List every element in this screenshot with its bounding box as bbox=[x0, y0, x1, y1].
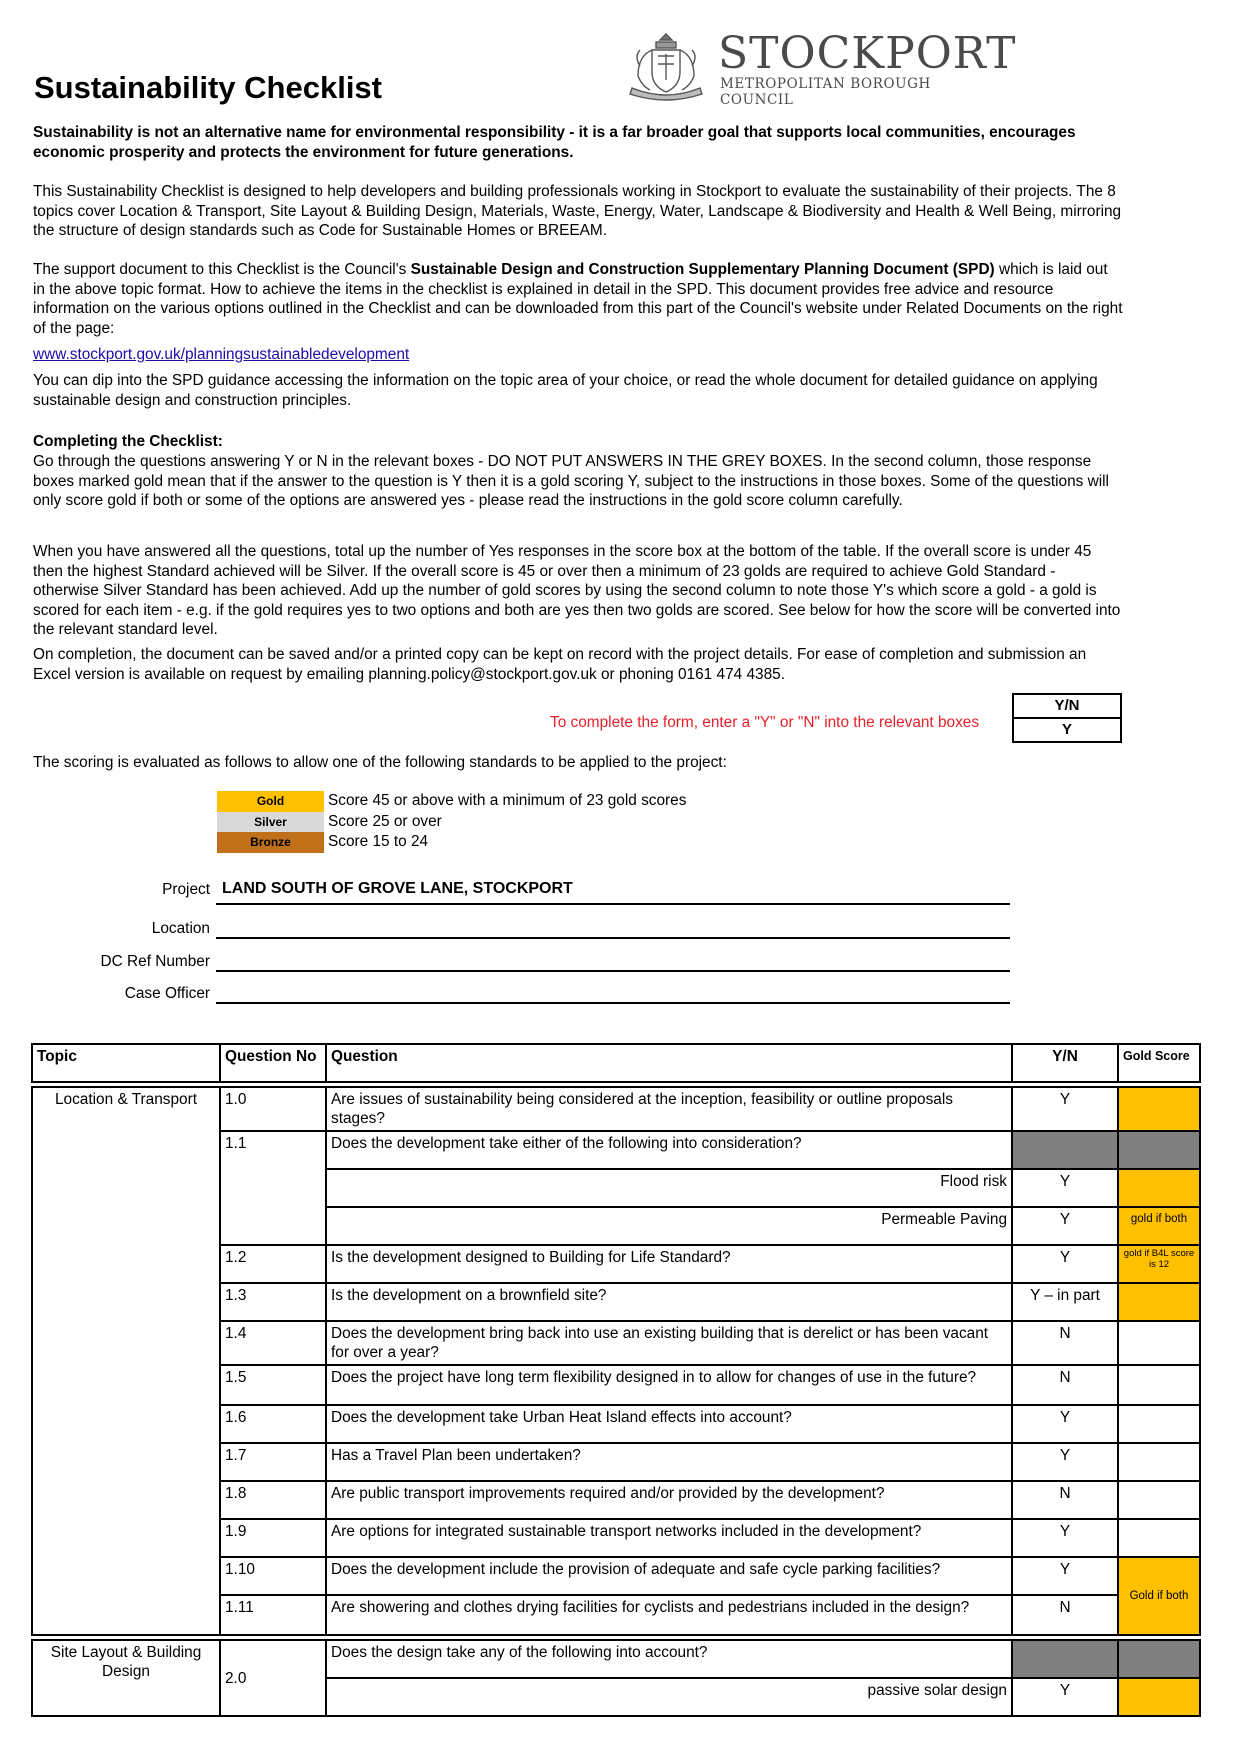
gold-score-cell[interactable] bbox=[1118, 1283, 1200, 1321]
checklist-table bbox=[31, 1043, 1201, 1717]
logo-wordmark: STOCKPORT bbox=[718, 28, 1017, 79]
gold-score-cell[interactable] bbox=[1118, 1365, 1200, 1405]
question-no: 1.11 bbox=[220, 1595, 326, 1635]
header-yn: Y/N bbox=[1012, 1044, 1118, 1082]
table-header-row bbox=[32, 1044, 1200, 1082]
logo-subtitle: METROPOLITAN BOROUGH COUNCIL bbox=[720, 76, 931, 108]
page-title: Sustainability Checklist bbox=[34, 70, 382, 105]
gold-score-note[interactable]: Gold if both bbox=[1118, 1557, 1200, 1635]
dc-ref-field[interactable] bbox=[216, 969, 1010, 972]
silver-desc: Score 25 or over bbox=[328, 812, 442, 830]
topic-location-transport: Location & Transport bbox=[32, 1087, 220, 1635]
council-logo bbox=[622, 26, 1017, 108]
yn-answer[interactable]: N bbox=[1012, 1365, 1118, 1405]
project-label: Project bbox=[162, 881, 210, 898]
yn-grey-cell bbox=[1012, 1131, 1118, 1169]
question-text: Has a Travel Plan been undertaken? bbox=[326, 1443, 1012, 1481]
location-field[interactable] bbox=[216, 936, 1010, 939]
gold-grey-cell bbox=[1118, 1640, 1200, 1678]
yn-answer[interactable]: Y bbox=[1012, 1245, 1118, 1283]
gold-score-cell[interactable] bbox=[1118, 1678, 1200, 1716]
header-topic: Topic bbox=[32, 1044, 220, 1082]
case-officer-field[interactable] bbox=[216, 1001, 1010, 1004]
table-row bbox=[32, 1087, 1200, 1131]
header-question: Question bbox=[326, 1044, 1012, 1082]
spd-title: Sustainable Design and Construction Supplementary Planning Document (SPD) bbox=[410, 261, 995, 278]
question-text: Does the development bring back into use an existing building that is derelict or has been vacant for over a year? bbox=[326, 1321, 1012, 1365]
question-no: 1.4 bbox=[220, 1321, 326, 1365]
intro-statement: Sustainability is not an alternative name for environmental responsibility - it is a far broader goal that supports local communities, encourages economic prosperity and protects the environment for future generations. bbox=[33, 124, 1076, 161]
gold-desc: Score 45 or above with a minimum of 23 gold scores bbox=[328, 792, 687, 809]
coat-of-arms-icon bbox=[622, 26, 710, 104]
case-officer-label: Case Officer bbox=[124, 985, 210, 1002]
question-no: 2.0 bbox=[220, 1640, 326, 1716]
gold-score-cell[interactable] bbox=[1118, 1443, 1200, 1481]
gold-score-note[interactable]: gold if both bbox=[1118, 1207, 1200, 1245]
project-value[interactable]: LAND SOUTH OF GROVE LANE, STOCKPORT bbox=[222, 880, 573, 897]
question-no: 1.0 bbox=[220, 1087, 326, 1131]
scoring-intro: The scoring is evaluated as follows to allow one of the following standards to be applied to the project: bbox=[33, 754, 727, 771]
yn-answer[interactable]: Y bbox=[1012, 1169, 1118, 1207]
gold-score-cell[interactable] bbox=[1118, 1087, 1200, 1131]
example-yn-value: Y bbox=[1014, 717, 1120, 741]
gold-score-cell[interactable] bbox=[1118, 1405, 1200, 1443]
question-no: 1.7 bbox=[220, 1443, 326, 1481]
gold-score-cell[interactable] bbox=[1118, 1481, 1200, 1519]
question-text: Are public transport improvements required and/or provided by the development? bbox=[326, 1481, 1012, 1519]
sub-question: passive solar design bbox=[326, 1678, 1012, 1716]
question-text: Does the development include the provision of adequate and safe cycle parking facilities? bbox=[326, 1557, 1012, 1595]
project-line bbox=[216, 902, 1010, 905]
question-no: 1.6 bbox=[220, 1405, 326, 1443]
location-label: Location bbox=[151, 920, 210, 937]
gold-grey-cell bbox=[1118, 1131, 1200, 1169]
question-text: Is the development designed to Building for Life Standard? bbox=[326, 1245, 1012, 1283]
question-no: 1.5 bbox=[220, 1365, 326, 1405]
question-text: Does the development take Urban Heat Island effects into account? bbox=[326, 1405, 1012, 1443]
intro-paragraph-1: This Sustainability Checklist is designed to help developers and building professionals working in Stockport to evaluate the sustainability of their projects. The 8 topics cover Location & Transport, Site Layout & Building Design, Materials, Waste, Energy, Water, Landscape & Biodiversity and Health & Well Being, mirroring the structure of design standards such as Code for Sustainable Homes or BREEAM. bbox=[33, 183, 1122, 239]
yn-answer[interactable]: Y bbox=[1012, 1519, 1118, 1557]
yn-answer[interactable]: Y bbox=[1012, 1405, 1118, 1443]
spd-link-line bbox=[33, 345, 1123, 365]
question-no: 1.2 bbox=[220, 1245, 326, 1283]
intro-paragraph-4: Go through the questions answering Y or N in the relevant boxes - DO NOT PUT ANSWERS IN THE GREY BOXES. In the second column, those response boxes marked gold mean that if the answer to the question is Y then it is a gold scoring Y, subject to the instructions in those boxes. Some of the questions will only score gold if both or some of the options are answered yes - please read the instructions in the gold score column carefully. bbox=[33, 453, 1109, 509]
gold-score-cell[interactable] bbox=[1118, 1321, 1200, 1365]
question-text: Are issues of sustainability being considered at the inception, feasibility or outline proposals stages? bbox=[326, 1087, 1012, 1131]
yn-answer[interactable]: N bbox=[1012, 1595, 1118, 1635]
question-text: Does the project have long term flexibility designed in to allow for changes of use in the future? bbox=[326, 1365, 1012, 1405]
spd-link[interactable]: www.stockport.gov.uk/planningsustainabledevelopment bbox=[33, 346, 410, 363]
example-yn-header: Y/N bbox=[1054, 697, 1080, 714]
question-text: Does the design take any of the following into account? bbox=[326, 1640, 1012, 1678]
yn-answer[interactable]: N bbox=[1012, 1481, 1118, 1519]
intro-paragraph-2 bbox=[33, 260, 1123, 338]
intro-paragraph-5: When you have answered all the questions, total up the number of Yes responses in the score box at the bottom of the table. If the overall score is under 45 then the highest Standard achieved will be Silver. If the overall score is 45 or over then a minimum of 23 golds are required to achieve Gold Standard - otherwise Silver Standard has been achieved. Add up the number of gold scores by using the second column to note those Y's which score a gold - a gold is scored for each item - e.g. if the gold requires yes to two options and both are yes then two golds are scored. See below for how the score will be converted into the relevant standard level. bbox=[33, 543, 1121, 638]
yn-answer[interactable]: N bbox=[1012, 1321, 1118, 1365]
sub-question: Flood risk bbox=[326, 1169, 1012, 1207]
intro-paragraph-3: You can dip into the SPD guidance accessing the information on the topic area of your choice, or read the whole document for detailed guidance on applying sustainable design and construction principles. bbox=[33, 372, 1098, 409]
dc-ref-label: DC Ref Number bbox=[100, 953, 210, 970]
question-text: Does the development take either of the following into consideration? bbox=[326, 1131, 1012, 1169]
yn-answer[interactable]: Y bbox=[1012, 1087, 1118, 1131]
yn-answer[interactable]: Y bbox=[1012, 1207, 1118, 1245]
yn-answer[interactable]: Y bbox=[1012, 1557, 1118, 1595]
example-yn-box bbox=[1012, 693, 1122, 743]
sub-question: Permeable Paving bbox=[326, 1207, 1012, 1245]
yn-answer[interactable]: Y bbox=[1012, 1443, 1118, 1481]
question-no: 1.9 bbox=[220, 1519, 326, 1557]
p2-after: which is laid out in the above topic format. How to achieve the items in the checklist is explained in detail in the SPD. This document provides free advice and resource information on the various options outlined in the Checklist and can be downloaded from this part of the Council's website under Related Documents on the right of the page: bbox=[33, 261, 1123, 337]
question-no: 1.10 bbox=[220, 1557, 326, 1595]
bronze-swatch: Bronze bbox=[217, 832, 324, 853]
gold-score-cell[interactable] bbox=[1118, 1519, 1200, 1557]
yn-answer[interactable]: Y – in part bbox=[1012, 1283, 1118, 1321]
intro-paragraph-6: On completion, the document can be saved and/or a printed copy can be kept on record with the project details. For ease of completion and submission an Excel version is available on request by emailing planning.policy@stockport.gov.uk or phoning 0161 474 4385. bbox=[33, 646, 1087, 683]
yn-answer[interactable]: Y bbox=[1012, 1678, 1118, 1716]
yn-grey-cell bbox=[1012, 1640, 1118, 1678]
gold-swatch: Gold bbox=[217, 791, 324, 812]
question-no: 1.1 bbox=[220, 1131, 326, 1245]
instruction-text: To complete the form, enter a "Y" or "N" into the relevant boxes bbox=[550, 714, 980, 731]
silver-swatch: Silver bbox=[217, 812, 324, 833]
question-text: Are options for integrated sustainable transport networks included in the development? bbox=[326, 1519, 1012, 1557]
question-text: Are showering and clothes drying facilities for cyclists and pedestrians included in the design? bbox=[326, 1595, 1012, 1635]
gold-score-note[interactable]: gold if B4L score is 12 bbox=[1118, 1245, 1200, 1283]
question-text: Is the development on a brownfield site? bbox=[326, 1283, 1012, 1321]
header-question-no: Question No bbox=[220, 1044, 326, 1082]
question-no: 1.8 bbox=[220, 1481, 326, 1519]
completing-heading: Completing the Checklist: bbox=[33, 433, 223, 450]
question-no: 1.3 bbox=[220, 1283, 326, 1321]
bronze-desc: Score 15 to 24 bbox=[328, 833, 429, 850]
header-gold-score: Gold Score bbox=[1118, 1044, 1200, 1082]
gold-score-cell[interactable] bbox=[1118, 1169, 1200, 1207]
topic-site-layout: Site Layout & Building Design bbox=[32, 1640, 220, 1716]
p2-before: The support document to this Checklist is the Council's bbox=[33, 261, 411, 278]
table-row bbox=[32, 1640, 1200, 1678]
